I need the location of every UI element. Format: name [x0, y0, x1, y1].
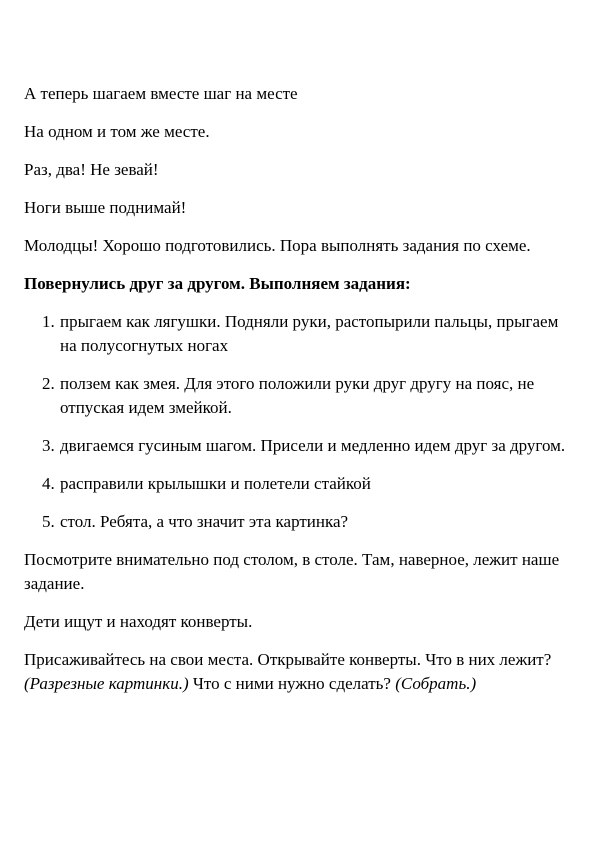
task-text: двигаемся гусиным шагом. Присели и медленно идем друг за другом.	[60, 436, 566, 455]
poem-line-1: А теперь шагаем вместе шаг на месте	[24, 84, 298, 103]
task-item	[24, 310, 572, 358]
praise-paragraph: Молодцы! Хорошо подготовились. Пора выполнять задания по схеме.	[24, 236, 531, 255]
task-number: 5.	[42, 512, 55, 531]
task-item	[24, 472, 572, 496]
task-number: 2.	[42, 374, 55, 393]
poem-line-4: Ноги выше поднимай!	[24, 198, 187, 217]
document-page	[24, 82, 572, 710]
final-text-part-1: Присаживайтесь на свои места. Открывайте конверты. Что в них лежит?	[24, 650, 552, 669]
task-item	[24, 510, 572, 534]
final-italic-answer-1: (Разрезные картинки.)	[24, 674, 189, 693]
task-text: стол. Ребята, а что значит эта картинка?	[60, 512, 349, 531]
task-number: 3.	[42, 436, 55, 455]
final-italic-answer-2: (Собрать.)	[395, 674, 477, 693]
task-item	[24, 434, 572, 458]
task-text: ползем как змея. Для этого положили руки друг другу на пояс, не отпуская идем змейкой.	[60, 374, 535, 417]
task-number: 4.	[42, 474, 55, 493]
task-item	[24, 372, 572, 420]
task-heading: Повернулись друг за другом. Выполняем задания:	[24, 274, 411, 293]
final-paragraph	[24, 648, 572, 696]
look-under-table-paragraph: Посмотрите внимательно под столом, в столе. Там, наверное, лежит наше задание.	[24, 550, 560, 593]
final-text-part-2: Что с ними нужно сделать?	[188, 674, 396, 693]
children-find-envelopes: Дети ищут и находят конверты.	[24, 612, 253, 631]
poem-line-3: Раз, два! Не зевай!	[24, 160, 159, 179]
task-list	[24, 310, 572, 534]
task-text: расправили крылышки и полетели стайкой	[60, 474, 371, 493]
task-text: прыгаем как лягушки. Подняли руки, растопырили пальцы, прыгаем на полусогнутых ногах	[60, 312, 559, 355]
task-number: 1.	[42, 312, 55, 331]
poem-line-2: На одном и том же месте.	[24, 122, 210, 141]
